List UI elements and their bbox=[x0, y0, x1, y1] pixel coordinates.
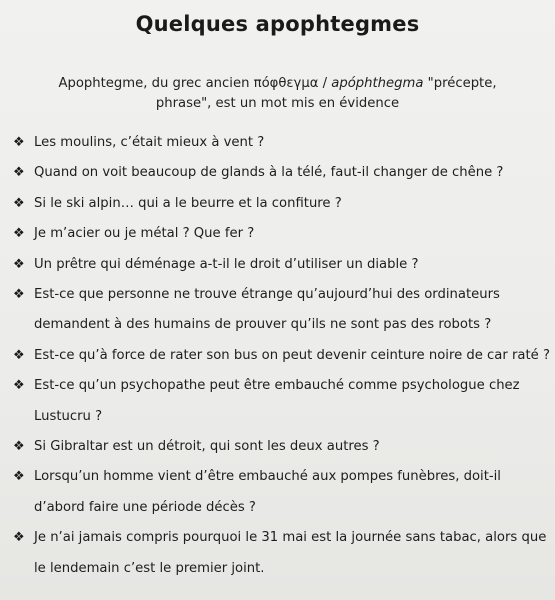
list-item bbox=[12, 128, 552, 158]
list-item-text: d’abord faire une période décès ? bbox=[34, 499, 256, 515]
diamond-bullet-icon: ❖ bbox=[13, 135, 25, 150]
intro-paragraph bbox=[30, 74, 525, 114]
apophtegm-list bbox=[12, 128, 552, 584]
list-item bbox=[12, 189, 552, 219]
intro-line-2: phrase", est un mot mis en évidence bbox=[155, 96, 400, 111]
list-item-continuation bbox=[12, 310, 552, 340]
diamond-bullet-icon: ❖ bbox=[13, 378, 25, 394]
diamond-bullet-icon: ❖ bbox=[13, 439, 25, 455]
list-item bbox=[12, 280, 552, 310]
list-item-text: Je m’acier ou je métal ? Que fer ? bbox=[34, 226, 255, 242]
list-item-text: Si Gibraltar est un détroit, qui sont les deux autres ? bbox=[34, 439, 380, 455]
list-item-text: Les moulins, c’était mieux à vent ? bbox=[34, 135, 265, 150]
list-item-continuation bbox=[12, 554, 552, 584]
list-item-text: Quand on voit beaucoup de glands à la télé, faut-il changer de chêne ? bbox=[34, 165, 504, 181]
list-item bbox=[12, 158, 552, 188]
list-item-continuation bbox=[12, 493, 552, 523]
list-item-text: le lendemain c’est le premier joint. bbox=[34, 560, 265, 576]
page-title: Quelques apophtegmes bbox=[135, 12, 420, 36]
intro-text-cont: "précepte, bbox=[423, 76, 497, 91]
diamond-bullet-icon: ❖ bbox=[13, 226, 25, 242]
diamond-bullet-icon: ❖ bbox=[13, 165, 25, 181]
diamond-bullet-icon: ❖ bbox=[13, 287, 25, 303]
list-item bbox=[12, 371, 552, 401]
list-item-continuation bbox=[12, 402, 552, 432]
list-item bbox=[12, 432, 552, 462]
list-item-text: Est-ce qu’à force de rater son bus on peut devenir ceinture noire de car raté ? bbox=[34, 347, 550, 363]
diamond-bullet-icon: ❖ bbox=[13, 530, 25, 546]
diamond-bullet-icon: ❖ bbox=[13, 195, 25, 211]
list-item bbox=[12, 250, 552, 280]
list-item-text: Est-ce que personne ne trouve étrange qu’aujourd’hui des ordinateurs bbox=[34, 287, 500, 303]
diamond-bullet-icon: ❖ bbox=[13, 256, 25, 272]
list-item bbox=[12, 219, 552, 249]
diamond-bullet-icon: ❖ bbox=[13, 469, 25, 485]
list-item-text: demandent à des humains de prouver qu’ils ne sont pas des robots ? bbox=[34, 317, 492, 333]
list-item bbox=[12, 523, 552, 553]
list-item-text: Si le ski alpin… qui a le beurre et la confiture ? bbox=[34, 195, 342, 211]
list-item bbox=[12, 462, 552, 492]
list-item-text: Lorsqu’un homme vient d’être embauché aux pompes funèbres, doit-il bbox=[34, 469, 501, 485]
list-item-text: Est-ce qu’un psychopathe peut être embauché comme psychologue chez bbox=[34, 378, 520, 394]
intro-greek-word: πόφθεγμα bbox=[253, 76, 319, 91]
list-item-text: Je n’ai jamais compris pourquoi le 31 mai est la journée sans tabac, alors que bbox=[34, 530, 547, 546]
intro-text: Apophtegme, du grec ancien bbox=[58, 76, 254, 91]
diamond-bullet-icon: ❖ bbox=[13, 347, 25, 363]
list-item-text: Un prêtre qui déménage a-t-il le droit d’utiliser un diable ? bbox=[34, 256, 419, 272]
list-item bbox=[12, 341, 552, 371]
list-item-text: Lustucru ? bbox=[34, 408, 103, 424]
intro-transliteration: apóphthegma bbox=[331, 76, 424, 91]
intro-slash: / bbox=[318, 76, 332, 91]
